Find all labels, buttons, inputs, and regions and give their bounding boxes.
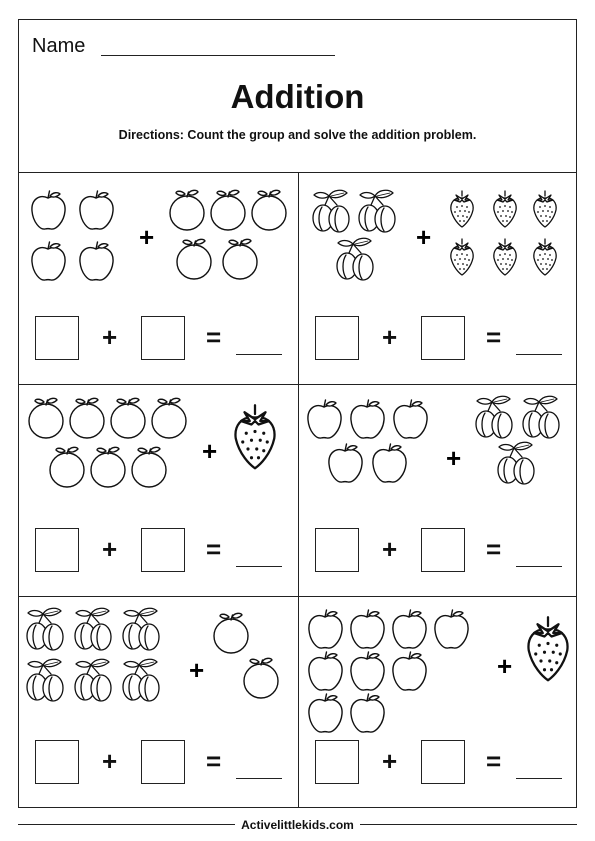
plum-icon bbox=[313, 190, 349, 232]
name-field-line[interactable] bbox=[101, 55, 335, 56]
addend-answer-box-2[interactable] bbox=[421, 740, 465, 784]
apple-icon bbox=[393, 610, 426, 648]
left-group bbox=[29, 398, 186, 487]
sum-answer-line[interactable] bbox=[236, 778, 282, 779]
problem-panel-6 bbox=[299, 597, 578, 809]
plum-icon bbox=[27, 659, 63, 701]
apple-icon bbox=[329, 444, 362, 482]
equation-row bbox=[19, 740, 298, 790]
plum-icon bbox=[337, 238, 373, 280]
apple-icon bbox=[32, 242, 65, 280]
plum-icon bbox=[75, 659, 111, 701]
strawberry-icon bbox=[494, 191, 516, 227]
addend-answer-box-2[interactable] bbox=[141, 528, 185, 572]
apple-icon bbox=[32, 191, 65, 229]
equation-row bbox=[19, 528, 298, 578]
fruit-group-art bbox=[299, 597, 578, 747]
strawberry-icon bbox=[494, 239, 516, 275]
strawberry-icon bbox=[451, 191, 473, 227]
worksheet-header bbox=[19, 20, 576, 173]
sum-answer-line[interactable] bbox=[516, 354, 562, 355]
apple-icon bbox=[308, 400, 341, 438]
group-plus-sign: + bbox=[446, 443, 462, 473]
group-plus-sign: + bbox=[189, 655, 205, 685]
addend-answer-box-1[interactable] bbox=[315, 528, 359, 572]
equals-sign: = bbox=[486, 322, 502, 352]
equals-sign: = bbox=[486, 746, 502, 776]
problem-panel-2 bbox=[299, 173, 578, 385]
orange-icon bbox=[223, 239, 257, 279]
equals-sign: = bbox=[206, 322, 222, 352]
orange-icon bbox=[170, 190, 204, 230]
orange-icon bbox=[177, 239, 211, 279]
plum-icon bbox=[359, 190, 395, 232]
orange-icon bbox=[29, 398, 63, 438]
worksheet bbox=[18, 19, 577, 808]
orange-icon bbox=[244, 658, 278, 698]
sum-answer-line[interactable] bbox=[516, 566, 562, 567]
orange-icon bbox=[91, 447, 125, 487]
addend-answer-box-2[interactable] bbox=[421, 528, 465, 572]
sum-answer-line[interactable] bbox=[516, 778, 562, 779]
apple-icon bbox=[373, 444, 406, 482]
apple-icon bbox=[351, 400, 384, 438]
problem-panel-3 bbox=[19, 385, 298, 597]
equals-sign: = bbox=[486, 534, 502, 564]
group-plus-sign: + bbox=[416, 222, 432, 252]
equation-row bbox=[299, 528, 578, 578]
left-group bbox=[308, 400, 427, 482]
apple-icon bbox=[309, 694, 342, 732]
addend-answer-box-1[interactable] bbox=[315, 740, 359, 784]
strawberry-icon bbox=[534, 191, 556, 227]
plum-icon bbox=[498, 442, 534, 484]
plus-sign: + bbox=[102, 322, 118, 352]
plum-icon bbox=[523, 396, 559, 438]
right-group bbox=[476, 396, 559, 484]
addend-answer-box-1[interactable] bbox=[315, 316, 359, 360]
fruit-group-art bbox=[299, 385, 578, 525]
strawberry-icon bbox=[235, 405, 274, 468]
equation-row bbox=[299, 740, 578, 790]
directions-text: Directions: Count the group and solve the addition problem. bbox=[118, 128, 477, 142]
apple-icon bbox=[309, 610, 342, 648]
apple-icon bbox=[351, 694, 384, 732]
orange-icon bbox=[70, 398, 104, 438]
plum-icon bbox=[75, 608, 111, 650]
fruit-group-art bbox=[19, 173, 298, 313]
equation-row bbox=[19, 316, 298, 366]
plum-icon bbox=[476, 396, 512, 438]
addend-answer-box-1[interactable] bbox=[35, 316, 79, 360]
apple-icon bbox=[351, 652, 384, 690]
equals-sign: = bbox=[206, 746, 222, 776]
orange-icon bbox=[111, 398, 145, 438]
problem-panel-5 bbox=[19, 597, 298, 809]
addend-answer-box-2[interactable] bbox=[141, 316, 185, 360]
addend-answer-box-1[interactable] bbox=[35, 740, 79, 784]
plus-sign: + bbox=[382, 534, 398, 564]
group-plus-sign: + bbox=[139, 222, 155, 252]
sum-answer-line[interactable] bbox=[236, 566, 282, 567]
orange-icon bbox=[132, 447, 166, 487]
problem-panel-1 bbox=[19, 173, 298, 385]
apple-icon bbox=[80, 191, 113, 229]
plum-icon bbox=[123, 608, 159, 650]
right-group bbox=[235, 405, 274, 468]
plum-icon bbox=[27, 608, 63, 650]
apple-icon bbox=[80, 242, 113, 280]
right-group bbox=[528, 617, 567, 680]
name-label: Name bbox=[32, 35, 86, 57]
page-title: Addition bbox=[230, 78, 365, 115]
plus-sign: + bbox=[102, 534, 118, 564]
left-group bbox=[27, 608, 159, 701]
fruit-group-art bbox=[19, 385, 298, 525]
equation-row bbox=[299, 316, 578, 366]
apple-icon bbox=[309, 652, 342, 690]
orange-icon bbox=[252, 190, 286, 230]
apple-icon bbox=[435, 610, 468, 648]
sum-answer-line[interactable] bbox=[236, 354, 282, 355]
orange-icon bbox=[214, 613, 248, 653]
strawberry-icon bbox=[451, 239, 473, 275]
strawberry-icon bbox=[528, 617, 567, 680]
fruit-group-art bbox=[19, 597, 298, 737]
footer bbox=[0, 816, 595, 834]
apple-icon bbox=[393, 652, 426, 690]
right-group bbox=[451, 191, 556, 275]
plus-sign: + bbox=[102, 746, 118, 776]
orange-icon bbox=[152, 398, 186, 438]
addend-answer-box-2[interactable] bbox=[141, 740, 185, 784]
strawberry-icon bbox=[534, 239, 556, 275]
left-group bbox=[309, 610, 468, 732]
orange-icon bbox=[50, 447, 84, 487]
orange-icon bbox=[211, 190, 245, 230]
left-group bbox=[313, 190, 395, 280]
equals-sign: = bbox=[206, 534, 222, 564]
left-group bbox=[32, 191, 113, 280]
fruit-group-art bbox=[299, 173, 578, 313]
right-group bbox=[214, 613, 278, 698]
problem-panel-4 bbox=[299, 385, 578, 597]
group-plus-sign: + bbox=[497, 651, 513, 681]
plum-icon bbox=[123, 659, 159, 701]
apple-icon bbox=[351, 610, 384, 648]
plus-sign: + bbox=[382, 746, 398, 776]
right-group bbox=[170, 190, 286, 279]
plus-sign: + bbox=[382, 322, 398, 352]
apple-icon bbox=[394, 400, 427, 438]
footer-site-link[interactable]: Activelittlekids.com bbox=[235, 818, 360, 832]
group-plus-sign: + bbox=[202, 436, 218, 466]
addend-answer-box-1[interactable] bbox=[35, 528, 79, 572]
addend-answer-box-2[interactable] bbox=[421, 316, 465, 360]
